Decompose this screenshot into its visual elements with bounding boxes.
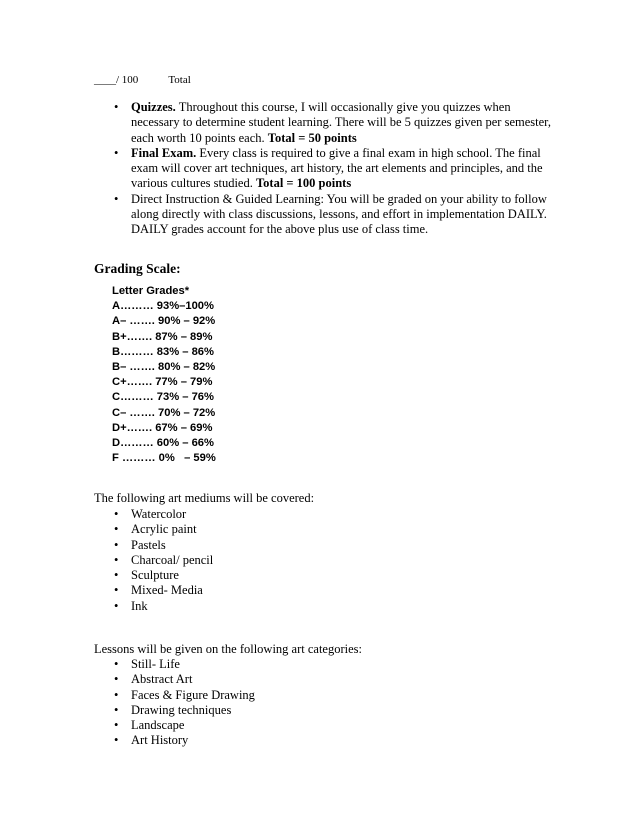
grading-scale-table — [112, 284, 216, 466]
list-item-quizzes — [94, 100, 554, 146]
item-total: Total = 100 points — [255, 176, 352, 191]
list-item-direct-instruction — [94, 192, 554, 238]
grades-header: Letter Grades* — [112, 285, 190, 297]
list-item: • Mixed- Media — [94, 583, 494, 598]
item-title: Final Exam. — [131, 145, 197, 160]
grading-scale-title: Grading Scale: — [94, 261, 181, 276]
mediums-list — [94, 507, 494, 614]
grade-row: D+……. 67% – 69% — [112, 421, 213, 434]
list-item: • Watercolor — [94, 507, 494, 522]
list-item: • Charcoal/ pencil — [94, 553, 494, 568]
total-label: Total — [168, 74, 191, 86]
grade-row: B– ……. 80% – 82% — [112, 361, 216, 374]
lessons-list — [94, 657, 494, 749]
grade-row: B+……. 87% – 89% — [112, 330, 213, 343]
grade-row: F ……… 0% – 59% — [112, 452, 216, 465]
grade-row: A– ……. 90% – 92% — [112, 315, 216, 328]
grade-row: C+……. 77% – 79% — [112, 376, 213, 389]
item-text: Direct Instruction & Guided Learning: You will be graded on your ability to follow along directly with class discussions, lessons, and effort in implementation DAILY. DAILY grades account for the above plus use of class time. — [131, 191, 547, 237]
grade-row: C……… 73% – 76% — [112, 391, 214, 404]
total-score-line — [94, 74, 191, 86]
list-item: • Ink — [94, 599, 494, 614]
lessons-heading: Lessons will be given on the following art categories: — [94, 642, 362, 656]
assessment-list — [94, 100, 554, 238]
item-total: Total = 50 points — [267, 130, 357, 145]
list-item: • Acrylic paint — [94, 522, 494, 537]
list-item: • Faces & Figure Drawing — [94, 688, 494, 703]
score-blank: ____/ 100 — [94, 74, 139, 86]
mediums-heading: The following art mediums will be covered: — [94, 491, 315, 505]
grade-row: C– ……. 70% – 72% — [112, 406, 216, 419]
item-text: Throughout this course, I will occasionally give you quizzes when necessary to determine student learning. There will be 5 quizzes given per semester, each worth 10 points each. — [131, 100, 551, 145]
list-item: • Pastels — [94, 538, 494, 553]
list-item: • Still- Life — [94, 657, 494, 672]
item-title: Quizzes. — [131, 100, 176, 114]
list-item: • Abstract Art — [94, 672, 494, 687]
grade-row: D……… 60% – 66% — [112, 437, 214, 450]
grade-row: A……… 93%–100% — [112, 300, 214, 313]
grade-row: B……… 83% – 86% — [112, 345, 214, 358]
list-item: • Landscape — [94, 718, 494, 733]
list-item-final-exam — [94, 146, 554, 192]
list-item: • Sculpture — [94, 568, 494, 583]
item-text: Every class is required to give a final exam in high school. The final exam will cover art techniques, art history, the art elements and principles, and the various cultures studied. — [131, 145, 543, 191]
list-item: • Drawing techniques — [94, 703, 494, 718]
list-item: • Art History — [94, 733, 494, 748]
